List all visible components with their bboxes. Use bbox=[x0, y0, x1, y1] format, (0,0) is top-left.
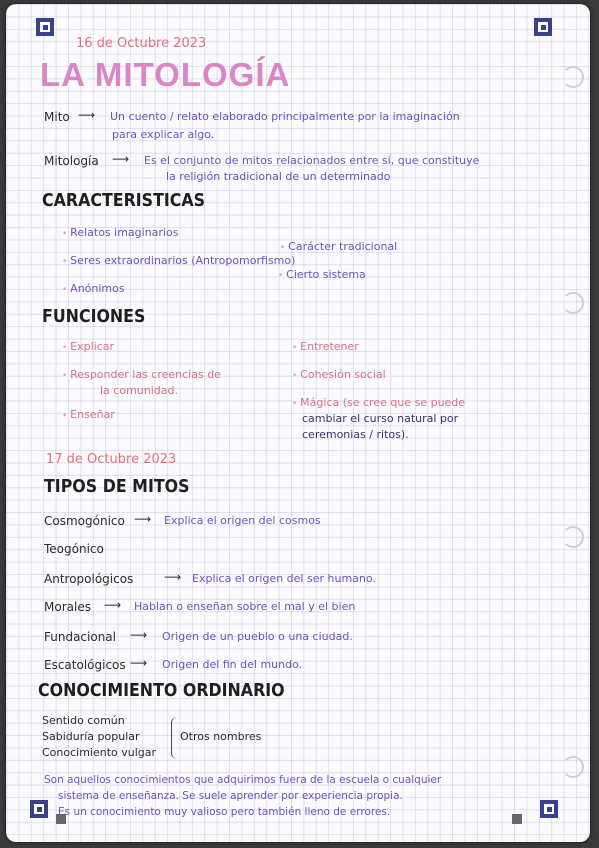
tipo-term: Fundacional bbox=[44, 630, 116, 644]
tipo-term: Escatológicos bbox=[44, 658, 126, 672]
funcion-item: • Responder las creencias de bbox=[62, 368, 221, 381]
binder-hole-2 bbox=[562, 292, 584, 314]
funcion-item-continuation: ceremonias / ritos). bbox=[302, 428, 409, 441]
mitologia-arrow: ⟶ bbox=[112, 152, 130, 166]
tipo-term: Morales bbox=[44, 600, 91, 614]
binder-hole-1 bbox=[562, 66, 584, 88]
tipo-definition: Origen de un pueblo o una ciudad. bbox=[162, 630, 353, 643]
tipo-arrow: ⟶ bbox=[134, 512, 152, 526]
tipos-heading: TIPOS DE MITOS bbox=[44, 476, 190, 497]
edge-mark-right bbox=[512, 814, 522, 824]
funcion-item: • Mágica (se cree que se puede bbox=[292, 396, 465, 409]
binder-hole-3 bbox=[562, 526, 584, 548]
caracteristica-item: • Seres extraordinarios (Antropomorfismo) bbox=[62, 254, 295, 267]
funcion-item: • Entretener bbox=[292, 340, 359, 353]
conocimiento-paragraph-line-3: Es un conocimiento muy valioso pero también lleno de errores. bbox=[58, 806, 391, 818]
caracteristica-item: • Relatos imaginarios bbox=[62, 226, 178, 239]
conocimiento-heading: CONOCIMIENTO ORDINARIO bbox=[38, 680, 285, 701]
caracteristica-item: • Anónimos bbox=[62, 282, 125, 295]
tipo-definition: Hablan o enseñan sobre el mal y el bien bbox=[134, 600, 356, 613]
conocimiento-paragraph-line-1: Son aquellos conocimientos que adquirimos fuera de la escuela o cualquier bbox=[44, 774, 442, 786]
mitologia-definition-line-1: Es el conjunto de mitos relacionados entre sí, que constituye bbox=[144, 154, 480, 167]
corner-mark-top-right bbox=[534, 18, 552, 36]
caracteristica-item: • Cierto sistema bbox=[278, 268, 366, 281]
brace bbox=[171, 717, 178, 759]
mito-term: Mito bbox=[44, 110, 70, 124]
tipo-arrow: ⟶ bbox=[164, 570, 182, 584]
mito-definition-line-1: Un cuento / relato elaborado principalmente por la imaginación bbox=[110, 110, 460, 123]
date-1: 16 de Octubre 2023 bbox=[76, 36, 207, 51]
date-2: 17 de Octubre 2023 bbox=[46, 452, 177, 467]
funcion-item: • Explicar bbox=[62, 340, 114, 353]
funcion-item-continuation: cambiar el curso natural por bbox=[302, 412, 459, 425]
other-name: Sentido común bbox=[42, 714, 125, 727]
caracteristicas-heading: CARACTERISTICAS bbox=[42, 190, 206, 211]
funciones-heading: FUNCIONES bbox=[42, 306, 146, 327]
tipo-definition: Origen del fin del mundo. bbox=[162, 658, 303, 671]
page-title: LA MITOLOGÍA bbox=[40, 56, 291, 93]
mitologia-term: Mitología bbox=[44, 154, 99, 168]
brace-label: Otros nombres bbox=[180, 730, 262, 743]
tipo-arrow: ⟶ bbox=[130, 628, 148, 642]
tipo-term: Cosmogónico bbox=[44, 514, 125, 528]
tipo-definition: Explica el origen del cosmos bbox=[164, 514, 321, 527]
mito-definition-line-2: para explicar algo. bbox=[112, 128, 215, 141]
mito-arrow: ⟶ bbox=[78, 108, 96, 122]
corner-mark-bottom-right bbox=[540, 800, 558, 818]
tipo-definition: Explica el origen del ser humano. bbox=[192, 572, 376, 585]
binder-hole-4 bbox=[562, 756, 584, 778]
tipo-arrow: ⟶ bbox=[104, 598, 122, 612]
tipo-term: Teogónico bbox=[44, 542, 104, 556]
funcion-item-continuation: la comunidad. bbox=[100, 384, 178, 397]
tipo-arrow: ⟶ bbox=[130, 656, 148, 670]
corner-mark-top-left bbox=[36, 18, 54, 36]
caracteristica-item: • Carácter tradicional bbox=[280, 240, 397, 253]
corner-mark-bottom-left bbox=[30, 800, 48, 818]
conocimiento-paragraph-line-2: sistema de enseñanza. Se suele aprender por experiencia propia. bbox=[58, 790, 403, 802]
notebook-page bbox=[6, 4, 590, 842]
funcion-item: • Enseñar bbox=[62, 408, 115, 421]
other-name: Conocimiento vulgar bbox=[42, 746, 157, 759]
mitologia-definition-line-2: la religión tradicional de un determinado bbox=[166, 170, 391, 183]
funcion-item: • Cohesión social bbox=[292, 368, 386, 381]
other-name: Sabiduría popular bbox=[42, 730, 140, 743]
tipo-term: Antropológicos bbox=[44, 572, 134, 586]
